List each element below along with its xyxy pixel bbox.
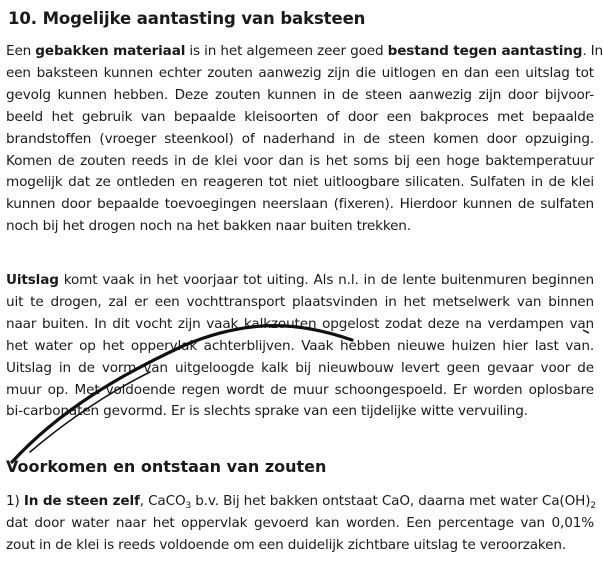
- text-run: . In: [582, 43, 603, 59]
- text-run: , CaCO: [139, 493, 186, 509]
- text-line: muur op. Met voldoende regen wordt de muur schoongespoeld. Er worden oplosbare: [6, 381, 594, 398]
- text-run: komt vaak in het voorjaar tot uiting. Als n.l. in de lente buitenmuren beginnen: [58, 272, 594, 288]
- text-run: is in het algemeen zeer goed: [185, 43, 388, 59]
- text-line: het water op het oppervlak achterblijven. Vaak hebben nieuwe huizen hier last van.: [6, 337, 594, 354]
- section-heading: 10. Mogelijke aantasting van baksteen: [8, 9, 366, 28]
- text-line: mogelijk dat ze ontleden en reageren tot niet uitloogbare silicaten. Sulfaten in de klei: [6, 174, 594, 191]
- text-line: beeld het gebruik van bepaalde kleisoorten of door een bakproces met bepaalde: [6, 108, 594, 125]
- bold-term: In de steen zelf: [23, 493, 140, 509]
- text-line: brandstoffen (vroeger steenkool) of naderhand in de steen komen door opzuiging.: [6, 130, 594, 147]
- subscript: 2: [590, 501, 596, 511]
- text-line: uit te drogen, zal er een vochttransport plaatsvinden in het metselwerk van binnen: [6, 293, 594, 310]
- text-line: gevolg kunnen hebben. Deze zouten kunnen in de steen aanwezig zijn door bijvoor-: [6, 86, 594, 103]
- bold-term: bestand tegen aantasting: [387, 43, 583, 59]
- text-line: Komen de zouten reeds in de klei voor dan is het soms bij een hoge baktemperatuur: [6, 152, 594, 169]
- text-line: naar buiten. In dit vocht zijn vaak kalkzouten opgelost zodat deze na verdampen van: [6, 315, 594, 332]
- text-line: een baksteen kunnen echter zouten aanwezig zijn die uitlogen en dan een uitslag tot: [6, 64, 594, 81]
- text-line: noch bij het drogen noch na het bakken naar buiten trekken.: [6, 218, 411, 235]
- paragraph-2: [6, 270, 594, 423]
- text-line: [6, 270, 594, 292]
- text-line: Uitslag in de vorm van uitgeloogde kalk bij nieuwbouw levert geen gevaar voor de: [6, 359, 594, 376]
- subsection-heading: Voorkomen en ontstaan van zouten: [6, 457, 327, 476]
- text-line: dat door water naar het oppervlak gevoerd kan worden. Een percentage van 0,01%: [6, 514, 594, 531]
- text-line: zout in de klei is reeds voldoende om een duidelijk zichtbare uitslag te veroorzaken.: [6, 536, 567, 553]
- text-run: 1): [6, 493, 24, 509]
- text-line: bi-carbonaten gevormd. Er is slechts sprake van een tijdelijke witte vervuiling.: [6, 403, 528, 420]
- text-line: kunnen door bepaalde toevoegingen neerslaan (fixeren). Hierdoor kunnen de sulfaten: [6, 196, 594, 213]
- text-line: [6, 41, 603, 63]
- paragraph-3: [6, 491, 594, 557]
- bold-term: gebakken materiaal: [35, 43, 186, 59]
- text-line: [6, 491, 594, 513]
- subscript: 3: [185, 501, 192, 511]
- paragraph-1: [6, 41, 603, 238]
- bold-term: Uitslag: [6, 272, 59, 288]
- text-run: b.v. Bij het bakken ontstaat CaO, daarna met water Ca(OH): [191, 493, 591, 509]
- text-run: Een: [6, 43, 36, 59]
